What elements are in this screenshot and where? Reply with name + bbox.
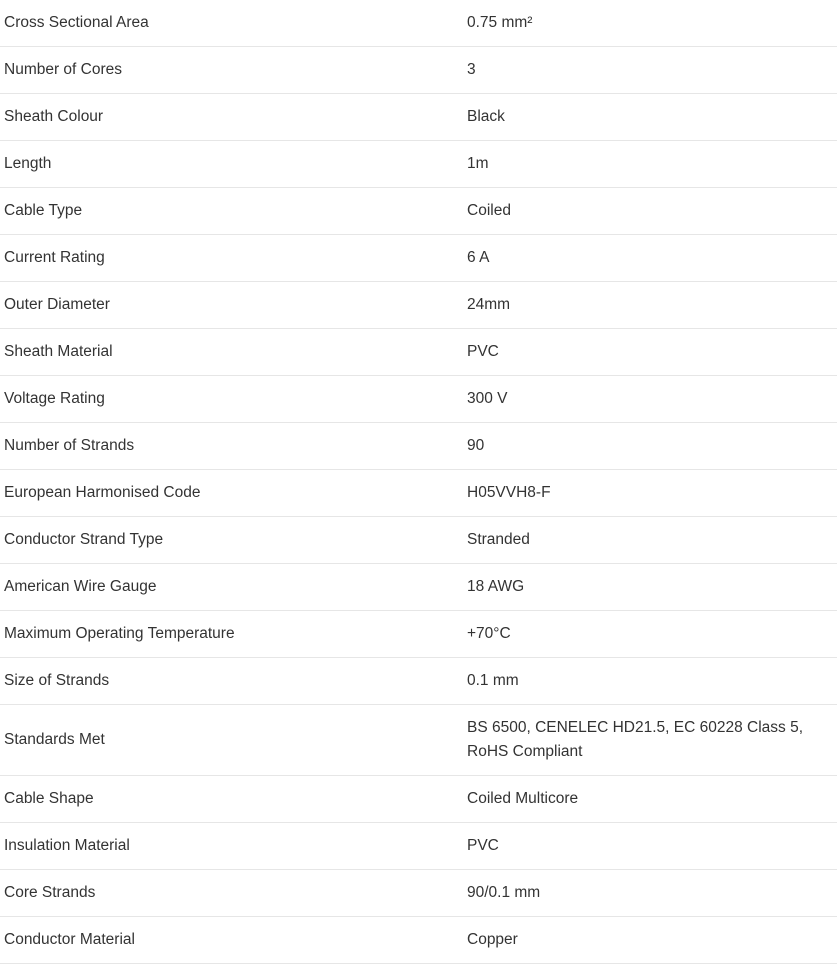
spec-label: Length bbox=[4, 155, 52, 172]
spec-row bbox=[0, 329, 837, 376]
spec-label: Conductor Material bbox=[4, 931, 135, 948]
spec-value: Black bbox=[467, 108, 505, 125]
spec-row bbox=[0, 0, 837, 47]
spec-label: Outer Diameter bbox=[4, 296, 110, 313]
spec-value: 24mm bbox=[467, 296, 511, 313]
spec-value: H05VVH8-F bbox=[467, 484, 551, 501]
spec-row bbox=[0, 423, 837, 470]
spec-value: +70°C bbox=[467, 625, 511, 642]
spec-label: Voltage Rating bbox=[4, 390, 105, 407]
spec-row bbox=[0, 141, 837, 188]
spec-value: Stranded bbox=[467, 531, 530, 548]
spec-label: American Wire Gauge bbox=[4, 578, 157, 595]
spec-label: Current Rating bbox=[4, 249, 105, 266]
spec-row bbox=[0, 658, 837, 705]
spec-row bbox=[0, 917, 837, 964]
spec-row bbox=[0, 470, 837, 517]
spec-row bbox=[0, 376, 837, 423]
spec-label: Insulation Material bbox=[4, 837, 130, 854]
spec-row bbox=[0, 94, 837, 141]
spec-row bbox=[0, 188, 837, 235]
spec-value: 0.75 mm² bbox=[467, 14, 533, 31]
spec-row bbox=[0, 870, 837, 917]
spec-label: Number of Strands bbox=[4, 437, 135, 454]
spec-value: 0.1 mm bbox=[467, 672, 519, 689]
spec-value: 6 A bbox=[467, 249, 490, 266]
spec-value: 90/0.1 mm bbox=[467, 884, 541, 901]
spec-value: PVC bbox=[467, 837, 499, 854]
spec-label: Core Strands bbox=[4, 884, 96, 901]
spec-label: Cross Sectional Area bbox=[4, 14, 149, 31]
spec-label: Cable Type bbox=[4, 202, 83, 219]
spec-label: Sheath Colour bbox=[4, 108, 104, 125]
spec-label: Conductor Strand Type bbox=[4, 531, 164, 548]
spec-row bbox=[0, 611, 837, 658]
spec-value: Copper bbox=[467, 931, 518, 948]
spec-row bbox=[0, 823, 837, 870]
spec-label: Cable Shape bbox=[4, 790, 94, 807]
spec-value: Coiled Multicore bbox=[467, 790, 579, 807]
spec-label: Maximum Operating Temperature bbox=[4, 625, 235, 642]
spec-label: Size of Strands bbox=[4, 672, 110, 689]
spec-value: 90 bbox=[467, 437, 485, 454]
spec-value: 18 AWG bbox=[467, 578, 525, 595]
spec-row bbox=[0, 564, 837, 611]
spec-label: Standards Met bbox=[4, 731, 105, 748]
spec-row bbox=[0, 776, 837, 823]
spec-value: BS 6500, CENELEC HD21.5, EC 60228 Class 5, RoHS Compliant bbox=[467, 719, 804, 760]
spec-label: European Harmonised Code bbox=[4, 484, 201, 501]
spec-row bbox=[0, 235, 837, 282]
spec-value: PVC bbox=[467, 343, 499, 360]
spec-value: 300 V bbox=[467, 390, 508, 407]
spec-row bbox=[0, 282, 837, 329]
spec-value: Coiled bbox=[467, 202, 511, 219]
spec-label: Number of Cores bbox=[4, 61, 123, 78]
spec-value: 1m bbox=[467, 155, 489, 172]
spec-row bbox=[0, 517, 837, 564]
spec-row bbox=[0, 705, 837, 776]
spec-value: 3 bbox=[467, 61, 476, 78]
spec-row bbox=[0, 47, 837, 94]
spec-label: Sheath Material bbox=[4, 343, 113, 360]
